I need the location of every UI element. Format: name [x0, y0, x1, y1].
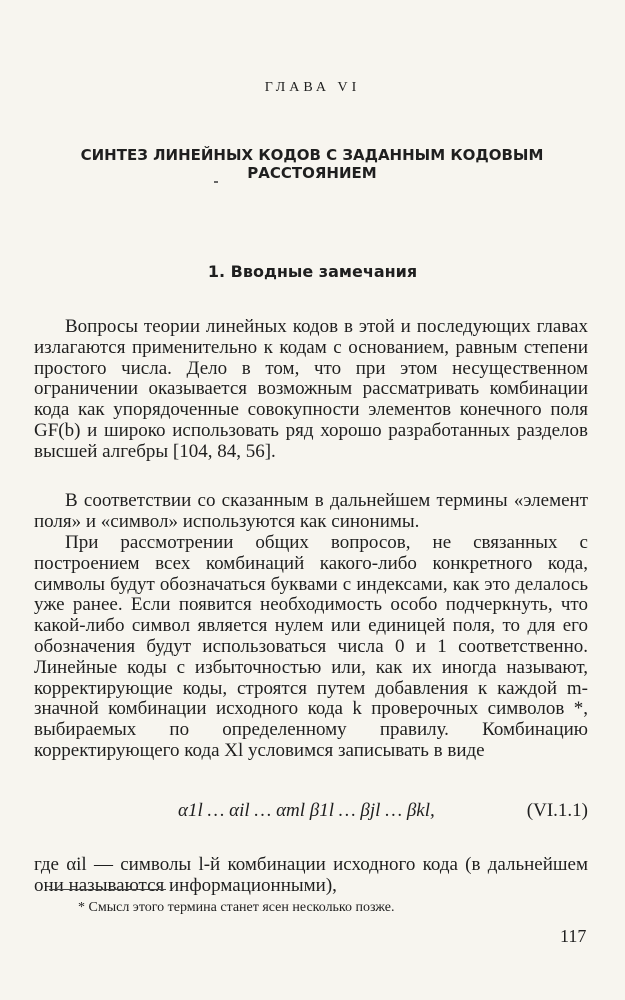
paragraph-4: где αil — символы l-й комбинации исходного кода (в дальнейшем они называются информационными),	[34, 854, 588, 896]
paragraph-3: При рассмотрении общих вопросов, не связанных с построением всех комбинаций какого-либо конкретного кода, символы будут обозначаться буквами с индексами, как это делалось уже ранее. Если появится необходимость особо подчеркнуть, что какой-либо символ является нулем или единицей поля, то для его обозначения будут использоваться числа 0 и 1 соответственно. Линейные коды с избыточностью или, как их иногда называют, корректирующие коды, строятся путем добавления к каждой m-значной комбинации исходного кода k проверочных символов *, выбираемых по определенному правилу. Комбинацию корректирующего кода Xl условимся записывать в виде	[34, 532, 588, 761]
footnote-divider	[49, 889, 166, 890]
paragraph-2: В соответствии со сказанным в дальнейшем термины «элемент поля» и «символ» используются как синонимы.	[34, 490, 588, 532]
chapter-label: ГЛАВА VI	[264, 80, 361, 95]
page-number: 117	[560, 926, 587, 946]
print-speck	[214, 181, 218, 183]
formula-number: (VI.1.1)	[526, 800, 588, 821]
paragraph-1: Вопросы теории линейных кодов в этой и последующих главах излагаются применительно к кодам с основанием, равным степени простого числа. Дело в том, что при этом несущественном ограничении оказывается возможным рассматривать комбинации кода как упорядоченные совокупности элементов конечного поля GF(b) и широко использовать ряд хорошо разработанных разделов высшей алгебры [104, 84, 56].	[34, 316, 588, 462]
formula-row	[34, 800, 588, 830]
section-heading: 1. Вводные замечания	[207, 262, 418, 281]
footnote: * Смысл этого термина станет ясен несколько позже.	[78, 900, 395, 915]
chapter-title: СИНТЕЗ ЛИНЕЙНЫХ КОДОВ С ЗАДАННЫМ КОДОВЫМ РАССТОЯНИЕМ	[80, 146, 544, 182]
formula: α1l … αil … αml β1l … βjl … βkl,	[178, 800, 435, 821]
